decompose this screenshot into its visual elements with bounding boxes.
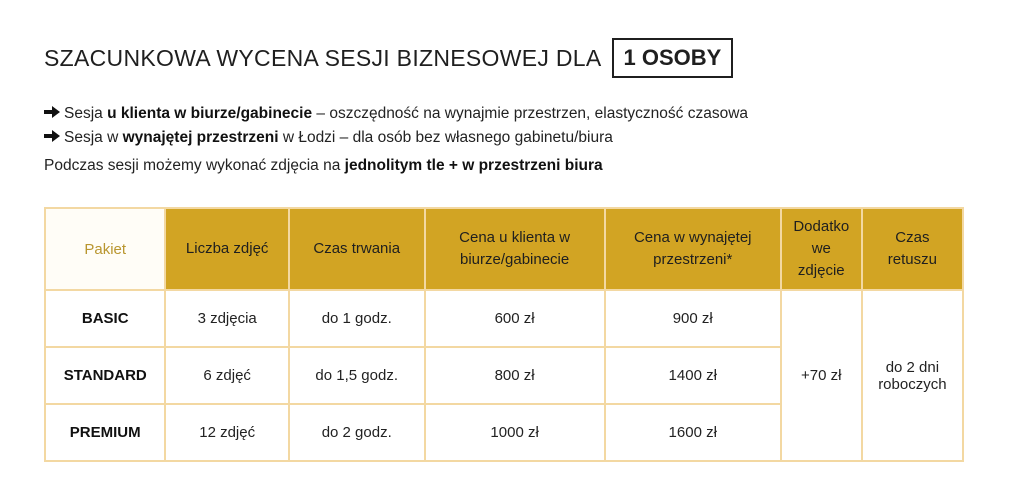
package-name: PREMIUM — [45, 404, 165, 461]
package-name: BASIC — [45, 290, 165, 347]
header-line: retuszu — [887, 251, 937, 268]
retouch-line: roboczych — [878, 375, 947, 393]
header-extra-photo — [781, 208, 862, 290]
header-price-client — [425, 208, 605, 290]
header-line: Cena u klienta w — [459, 229, 571, 246]
price-rented: 1400 zł — [605, 347, 781, 404]
header-line: Czas — [895, 229, 930, 246]
header-duration: Czas trwania — [289, 208, 425, 290]
price-client: 800 zł — [425, 347, 605, 404]
right-arrow-icon — [44, 126, 64, 150]
description — [44, 102, 748, 178]
price-rented: 900 zł — [605, 290, 781, 347]
header-line: Dodatko — [793, 218, 850, 235]
duration: do 2 godz. — [289, 404, 425, 461]
header-photo-count: Liczba zdjęć — [165, 208, 288, 290]
bullet-rented-space — [44, 126, 748, 150]
bullet-text: Sesja — [64, 105, 108, 122]
note-line — [44, 154, 748, 178]
photo-count: 6 zdjęć — [165, 347, 288, 404]
bullet-bold: wynajętej przestrzeni — [122, 129, 279, 146]
header-retouch-time — [862, 208, 963, 290]
bullet-text: w Łodzi – dla osób bez własnego gabinetu/biura — [278, 129, 613, 146]
photo-count: 12 zdjęć — [165, 404, 288, 461]
table-header-row — [45, 208, 963, 290]
package-name: STANDARD — [45, 347, 165, 404]
header-line: we — [811, 240, 831, 257]
header-pakiet: Pakiet — [45, 208, 165, 290]
pricing-table — [44, 207, 964, 462]
bullet-text: Sesja w — [64, 129, 123, 146]
retouch-time — [862, 290, 963, 461]
header-price-rented — [605, 208, 781, 290]
right-arrow-icon — [44, 102, 64, 126]
page-title: SZACUNKOWA WYCENA SESJI BIZNESOWEJ DLA — [44, 44, 602, 71]
header-line: biurze/gabinecie — [459, 251, 570, 268]
title-highlight-box: 1 OSOBY — [612, 38, 734, 78]
bullet-bold: u klienta w biurze/gabinecie — [107, 105, 313, 122]
photo-count: 3 zdjęcia — [165, 290, 288, 347]
note-bold: jednolitym tle + w przestrzeni biura — [344, 157, 603, 174]
note-text: Podczas sesji możemy wykonać zdjęcia na — [44, 157, 345, 174]
header-line: przestrzeni* — [653, 251, 733, 268]
retouch-line: do 2 dni — [885, 358, 940, 376]
table-row — [45, 290, 963, 347]
bullet-text: – oszczędność na wynajmie przestrzen, elastyczność czasowa — [312, 105, 749, 122]
price-client: 1000 zł — [425, 404, 605, 461]
title-row — [44, 38, 733, 78]
duration: do 1 godz. — [289, 290, 425, 347]
header-line: Cena w wynajętej — [633, 229, 752, 246]
header-line: zdjęcie — [797, 262, 845, 279]
bullet-client-office — [44, 102, 748, 126]
price-client: 600 zł — [425, 290, 605, 347]
extra-photo-price: +70 zł — [781, 290, 862, 461]
price-rented: 1600 zł — [605, 404, 781, 461]
duration: do 1,5 godz. — [289, 347, 425, 404]
